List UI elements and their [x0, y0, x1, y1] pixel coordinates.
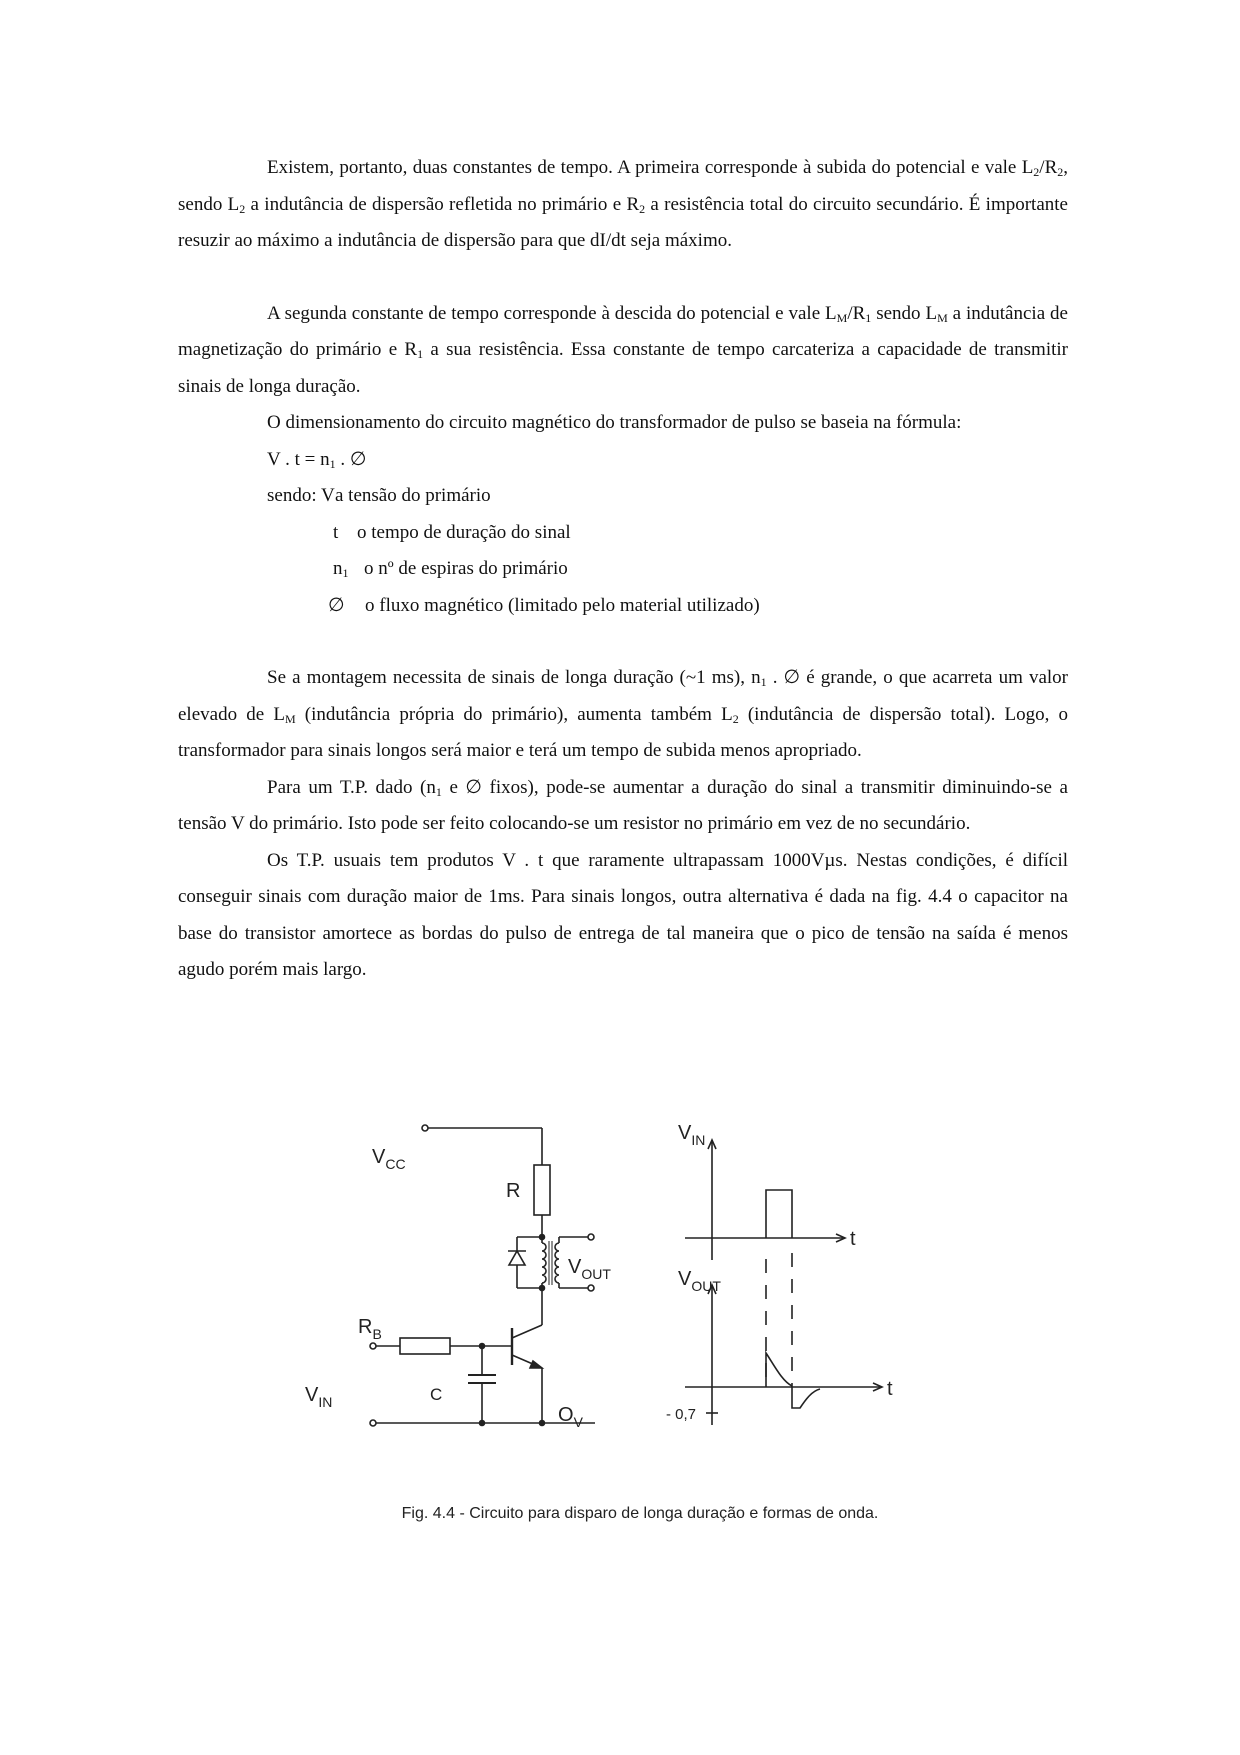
label-rb: $R_B$	[358, 1316, 382, 1342]
node-collector	[540, 1286, 545, 1291]
label-wave-vin: $V_{IN}$	[678, 1122, 706, 1148]
vcc-terminal	[422, 1125, 428, 1131]
figure-caption: Fig. 4.4 - Circuito para disparo de longa duração e formas de onda.	[401, 1505, 879, 1522]
node-ground-emitter	[540, 1421, 545, 1426]
emitter-arrow	[530, 1361, 542, 1368]
definition-v: sendo: V a tensão do primário	[267, 485, 491, 506]
vout-negative-undershoot	[792, 1387, 820, 1408]
vin-pulse	[766, 1190, 792, 1238]
diode-symbol	[509, 1251, 525, 1265]
waveform-labels	[666, 1122, 893, 1423]
label-vout: $V_{OUT}$	[568, 1256, 611, 1282]
label-wave-vout: $V_{OUT}$	[678, 1268, 721, 1294]
paragraph-usual-tp: Os T.P. usuais tem produtos V . t que raramente ultrapassam 1000Vµs. Nestas condições, é difícil conseguir sinais com duração maior de 1ms. Para sinais longos, outra alternativa é dada na fig. 4.4 o capacitor na base do transistor amortece as bordas do pulso de entrega de tal maneira que o pico de tensão na saída é menos agudo porém mais largo.	[178, 849, 1068, 980]
label-ov: $O_V$	[558, 1404, 583, 1430]
paragraph-second-constant: A segunda constante de tempo corresponde à descida do potencial e vale $L_M/R_1$ sendo $L_M$ a indutância de magnetização do primário e $R_1$ a sua resistência. Essa constante de tempo carcateriza a capacidade de transmitir sinais de longa duração.	[178, 302, 1069, 397]
vout-terminal-bottom	[588, 1285, 594, 1291]
resistor-rb	[400, 1338, 450, 1354]
label-r: R	[506, 1180, 521, 1202]
label-t-bottom: t	[887, 1378, 893, 1400]
definition-t: t o tempo de duração do sinal	[333, 521, 571, 543]
node-ground-cap	[480, 1421, 485, 1426]
vout-terminal-top	[588, 1234, 594, 1240]
body-text	[178, 150, 1068, 989]
label-vin: $V_{IN}$	[305, 1384, 333, 1410]
paragraph-long-signals: Se a montagem necessita de sinais de longa duração (~1 ms), $n_1$ . ∅ é grande, o que acarreta um valor elevado de $L_M$ (indutância própria do primário), aumenta também $L_2$ (indutância de dispersão total). Logo, o transformador para sinais longos será maior e terá um tempo de subida menos apropriado.	[178, 667, 1068, 761]
circuit-and-waveforms-diagram	[305, 1122, 950, 1515]
resistor-r	[534, 1165, 550, 1215]
label-c: C	[430, 1385, 443, 1404]
label-vcc: $V_{CC}$	[372, 1146, 406, 1172]
paragraph-dimensioning: O dimensionamento do circuito magnético do transformador de pulso se baseia na fórmula:	[267, 412, 962, 433]
definition-flux: ∅ o fluxo magnético (limitado pelo material utilizado)	[328, 594, 760, 616]
paragraph-time-constants: Existem, portanto, duas constantes de tempo. A primeira corresponde à subida do potencial e vale $L_2/R_2$, sendo $L_2$ a indutância de dispersão refletida no primário e $R_2$ a resistência total do circuito secundário. É importante resuzir ao máximo a indutância de dispersão para que dI/dt seja máximo.	[178, 157, 1068, 251]
vin-terminal-top	[370, 1343, 376, 1349]
transistor-collector	[512, 1325, 542, 1338]
paragraph-tp-duration: Para um T.P. dado ($n_1$ e ∅ fixos), pode-se aumentar a duração do sinal a transmitir diminuindo-se a tensão V do primário. Isto pode ser feito colocando-se um resistor no primário em vez de no secundário.	[178, 776, 1068, 834]
label-neg-level: - 0,7	[666, 1406, 697, 1423]
vout-positive-peak	[766, 1353, 792, 1387]
secondary-coil	[555, 1243, 559, 1283]
label-t-top: t	[850, 1228, 856, 1250]
figure-4-4	[305, 1122, 950, 1545]
definition-n1: $n_1$ o nº de espiras do primário	[333, 558, 568, 580]
primary-coil	[542, 1243, 546, 1283]
vin-terminal-bottom	[370, 1420, 376, 1426]
formula: V . $t = n_1$ . ∅	[267, 448, 367, 471]
